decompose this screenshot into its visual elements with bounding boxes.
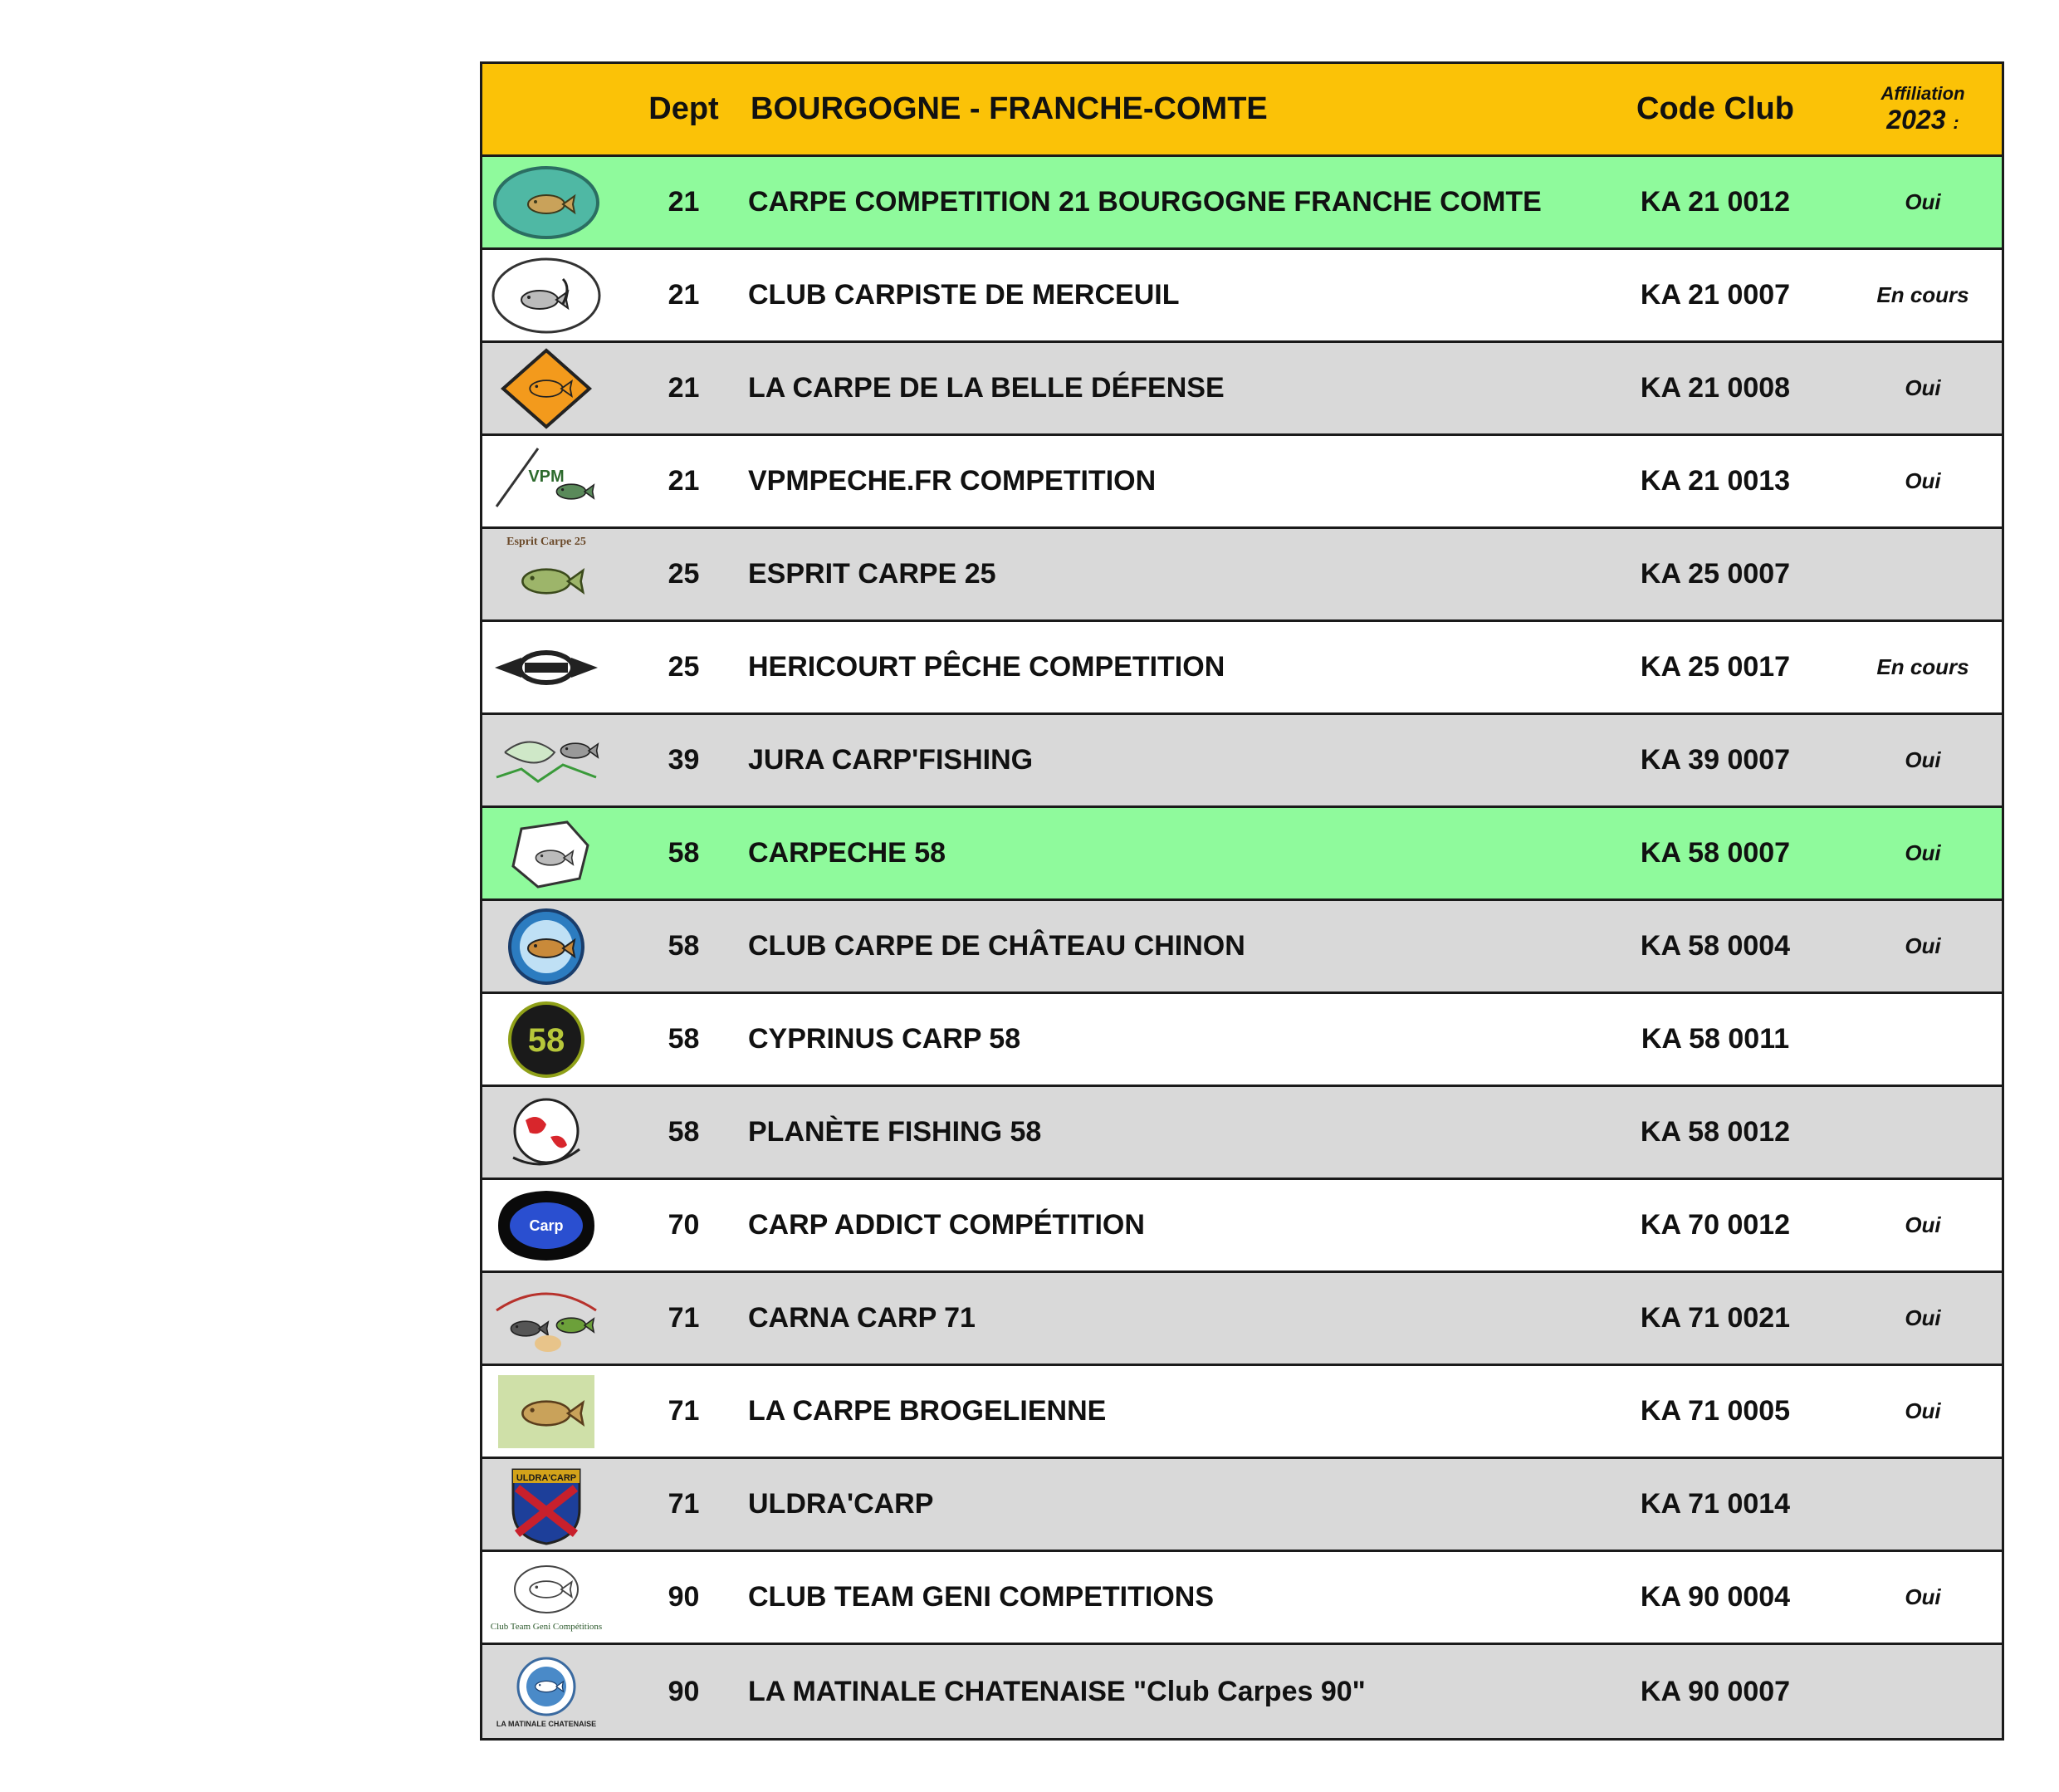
club-dept: 21 [668,372,700,404]
club-dept: 58 [668,930,700,962]
cyprinus-58-badge-logo-icon [488,998,604,1081]
matinale-logo-text: LA MATINALE CHATENAISE [496,1720,597,1728]
table-row [482,436,2002,529]
club-code: KA 25 0017 [1640,651,1791,683]
club-logo [484,436,609,526]
club-code: KA 71 0021 [1640,1302,1791,1334]
team-geni-sketch-logo-icon [488,1556,604,1639]
club-code: KA 58 0007 [1640,837,1791,869]
club-logo [484,1273,609,1364]
table-row [482,1459,2002,1552]
table-header [482,64,2002,157]
club-dept: 21 [668,186,700,218]
club-logo [484,901,609,991]
uldracarp-shield-logo-icon [488,1463,604,1546]
club-dept: 25 [668,651,700,683]
table-row [482,1087,2002,1180]
club-code: KA 71 0014 [1640,1488,1791,1520]
table-row [482,994,2002,1087]
club-logo [484,1087,609,1178]
planete-fishing-globe-logo-icon [488,1091,604,1174]
club-logo [484,994,609,1085]
club-dept: 71 [668,1488,700,1520]
header-affiliation [1844,64,2002,154]
club-code: KA 21 0008 [1640,372,1791,404]
club-affiliation: En cours [1876,282,1969,307]
club-code: KA 90 0004 [1640,1581,1791,1613]
club-code: KA 71 0005 [1640,1395,1791,1427]
orange-diamond-sign-logo-icon [488,347,604,430]
club-code: KA 58 0004 [1640,930,1791,962]
table-row [482,1273,2002,1366]
club-affiliation: Oui [1905,840,1941,865]
header-affiliation-label: Affiliation [1880,83,1965,105]
table-row [482,343,2002,436]
club-logo [484,529,609,619]
club-name: CARP ADDICT COMPÉTITION [748,1209,1145,1241]
vpmpeche-logo-icon [488,440,604,523]
club-name: CARPE COMPETITION 21 BOURGOGNE FRANCHE COMTE [748,186,1542,218]
club-name: ULDRA'CARP [748,1488,934,1520]
table-row [482,1552,2002,1645]
hericourt-winged-logo-icon [488,626,604,709]
club-dept: 90 [668,1581,700,1613]
club-affiliation [1844,1087,2002,1178]
svg-text:Carp: Carp [529,1217,564,1234]
table-row [482,715,2002,808]
club-affiliation: Oui [1905,1305,1941,1330]
header-code-club: Code Club [1636,91,1794,126]
club-affiliation: Oui [1905,1584,1941,1609]
pas-de-ingri-fish-logo-icon [488,161,604,244]
header-affiliation-year: 2023 [1886,104,1946,135]
merceuil-oval-logo-icon [488,254,604,337]
club-dept: 58 [668,1023,700,1055]
club-dept: 58 [668,837,700,869]
club-name: CLUB CARPISTE DE MERCEUIL [748,279,1180,311]
header-dept: Dept [648,91,719,126]
club-code: KA 21 0012 [1640,186,1791,218]
club-affiliation: Oui [1905,375,1941,400]
club-affiliation: Oui [1905,468,1941,493]
table-row [482,1366,2002,1459]
table-row [482,1180,2002,1273]
chateau-chinon-globe-logo-icon [488,905,604,988]
table-row [482,1645,2002,1738]
club-logo [484,1645,609,1738]
club-logo [484,1552,609,1643]
club-affiliation: Oui [1905,933,1941,958]
club-logo [484,808,609,898]
club-name: CARPECHE 58 [748,837,946,869]
uldracarp-logo-text: ULDRA'CARP [516,1472,577,1483]
club-logo [484,1459,609,1550]
club-name: LA CARPE DE LA BELLE DÉFENSE [748,372,1225,404]
club-logo [484,157,609,247]
club-affiliation: Oui [1905,189,1941,214]
club-code: KA 70 0012 [1640,1209,1791,1241]
svg-text:58: 58 [527,1021,565,1059]
table-row [482,250,2002,343]
carpeche-map-logo-icon [488,812,604,895]
club-name: HERICOURT PÊCHE COMPETITION [748,651,1225,683]
club-affiliation: En cours [1876,654,1969,679]
club-logo [484,715,609,805]
club-affiliation: Oui [1905,1212,1941,1237]
club-affiliation [1844,1645,2002,1738]
header-affiliation-colon: : [1953,111,1959,133]
table-row [482,808,2002,901]
club-dept: 70 [668,1209,700,1241]
club-code: KA 21 0013 [1640,465,1791,497]
club-table [480,61,2004,1741]
header-region: BOURGOGNE - FRANCHE-COMTE [751,91,1268,126]
club-code: KA 58 0011 [1641,1023,1790,1055]
club-affiliation [1844,994,2002,1085]
club-code: KA 39 0007 [1640,744,1791,776]
club-logo [484,250,609,340]
table-row [482,157,2002,250]
matinale-chatenaise-logo-icon [488,1650,604,1733]
club-dept: 21 [668,279,700,311]
club-dept: 39 [668,744,700,776]
carpe-brogelienne-photo-logo-icon [488,1370,604,1453]
table-row [482,901,2002,994]
club-code: KA 58 0012 [1640,1116,1791,1148]
club-name: LA MATINALE CHATENAISE "Club Carpes 90" [748,1675,1366,1707]
header-affiliation-year-line [1886,105,1959,135]
club-dept: 21 [668,465,700,497]
club-dept: 71 [668,1302,700,1334]
club-code: KA 21 0007 [1640,279,1791,311]
club-name: CLUB CARPE DE CHÂTEAU CHINON [748,930,1245,962]
club-name: CLUB TEAM GENI COMPETITIONS [748,1581,1214,1613]
club-logo [484,622,609,712]
club-name: CYPRINUS CARP 58 [748,1023,1021,1055]
club-dept: 71 [668,1395,700,1427]
club-logo [484,1180,609,1271]
club-code: KA 25 0007 [1640,558,1791,590]
table-row [482,529,2002,622]
club-affiliation: Oui [1905,747,1941,772]
carna-carp-logo-icon [488,1277,604,1360]
esprit-carpe-logo-text: Esprit Carpe 25 [506,535,586,548]
jura-carpfishing-logo-icon [488,719,604,802]
club-affiliation [1844,529,2002,619]
carp-addict-logo-icon [488,1184,604,1267]
club-name: CARNA CARP 71 [748,1302,976,1334]
esprit-carpe-fish-logo-icon [488,533,604,616]
club-name: VPMPECHE.FR COMPETITION [748,465,1157,497]
team-geni-logo-text: Club Team Geni Compétitions [490,1621,603,1632]
club-name: PLANÈTE FISHING 58 [748,1116,1042,1148]
club-dept: 58 [668,1116,700,1148]
club-name: JURA CARP'FISHING [748,744,1034,776]
table-row [482,622,2002,715]
club-name: LA CARPE BROGELIENNE [748,1395,1107,1427]
club-affiliation: Oui [1905,1398,1941,1423]
svg-text:VPM: VPM [528,467,565,486]
club-dept: 90 [668,1675,700,1707]
club-logo [484,1366,609,1457]
club-affiliation [1844,1459,2002,1550]
club-dept: 25 [668,558,700,590]
club-logo [484,343,609,433]
club-code: KA 90 0007 [1640,1675,1791,1707]
club-name: ESPRIT CARPE 25 [748,558,996,590]
